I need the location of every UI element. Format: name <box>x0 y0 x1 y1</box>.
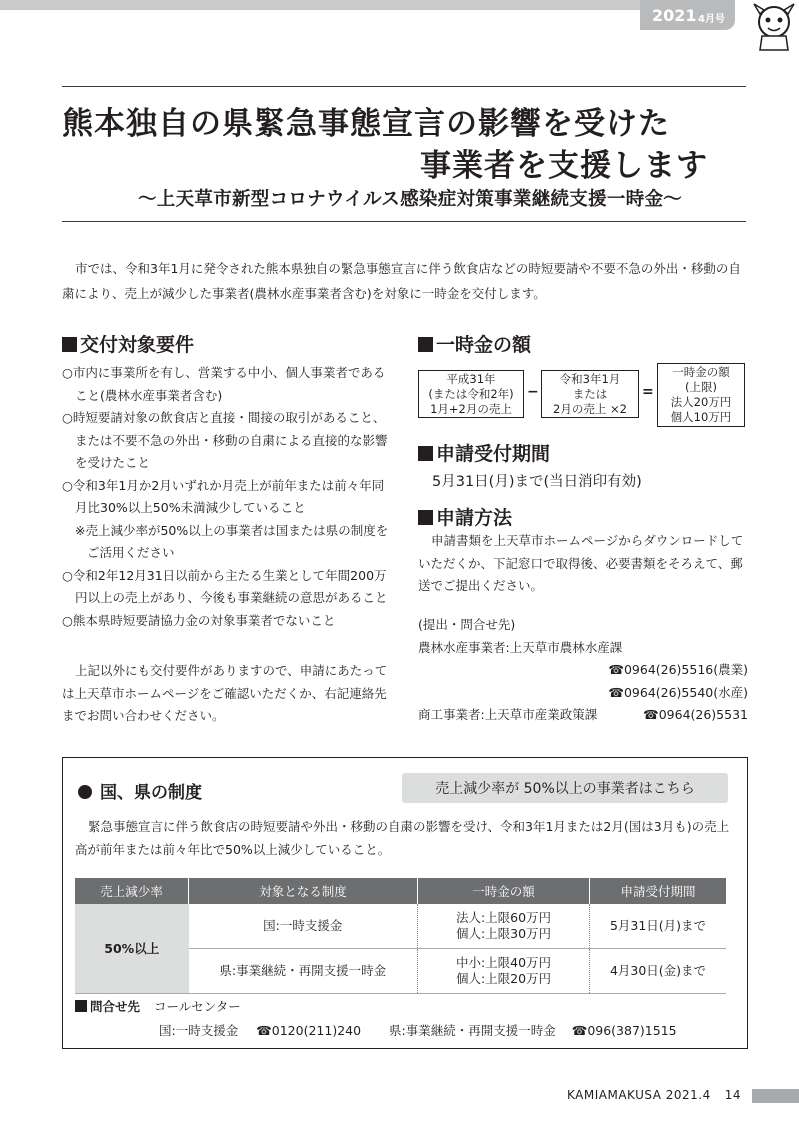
amount-cell: 中小:上限40万円 個人:上限20万円 <box>418 949 590 994</box>
system-cell: 県:事業継続・再開支援一時金 <box>189 949 418 994</box>
column-header: 申請受付期間 <box>590 878 727 904</box>
footer-bar <box>752 1089 799 1103</box>
header-bar <box>0 0 680 10</box>
page-title-line2: 事業者を支援します <box>420 148 708 184</box>
column-header: 一時金の額 <box>418 878 590 904</box>
commerce-office: 商工事業者:上天草市産業政策課 <box>418 707 598 722</box>
application-deadline: 5月31日(月)まで(当日消印有効) <box>432 474 642 490</box>
system-cell: 国:一時支援金 <box>189 904 418 949</box>
page-subtitle: 〜上天草市新型コロナウイルス感染症対策事業継続支援一時金〜 <box>138 189 683 210</box>
requirement-item: ○令和3年1月か2月いずれか月売上が前年または前々年同月比30%以上50%未満減少していること <box>62 477 385 515</box>
issue-year: 2021 <box>652 6 697 25</box>
circle-bullet-icon <box>78 785 92 799</box>
square-bullet-icon <box>418 337 433 352</box>
requirements-heading: 交付対象要件 <box>62 330 194 357</box>
title-rule-top <box>62 86 746 87</box>
square-bullet-icon <box>75 1000 87 1012</box>
requirements-closing: 上記以外にも交付要件がありますので、申請にあたっては上天草市ホームページをご確認いただくか、右記連絡先までお問い合わせください。 <box>62 663 388 723</box>
inquiry-block <box>75 995 677 1043</box>
period-heading: 申請受付期間 <box>418 439 550 466</box>
deadline-cell: 4月30日(金)まで <box>590 949 727 994</box>
formula-box-current-sales: 令和3年1月 または 2月の売上 ×2 <box>541 370 639 418</box>
table-row <box>75 904 726 949</box>
square-bullet-icon <box>62 337 77 352</box>
method-paragraph: 申請書類を上天草市ホームページからダウンロードしていただくか、下記窓口で取得後、必要書類をそろえて、郵送でご提出ください。 <box>418 533 744 593</box>
method-heading: 申請方法 <box>418 503 512 530</box>
amount-cell: 法人:上限60万円 個人:上限30万円 <box>418 904 590 949</box>
formula-box-result: 一時金の額 (上限) 法人20万円 個人10万円 <box>657 363 745 427</box>
requirement-item: ○時短要請対象の飲食店と直接・間接の取引があること、または不要不急の外出・移動の自粛による直接的な影響を受けたこと <box>62 410 388 470</box>
support-table <box>75 878 726 994</box>
national-heading: 国、県の制度 <box>78 778 202 803</box>
commerce-row <box>418 704 748 727</box>
tel-agriculture: ☎0964(26)5516(農業) <box>608 662 748 677</box>
requirement-note: ※売上減少率が50%以上の事業者は国または県の制度をご活用ください <box>75 522 389 560</box>
title-rule-bottom <box>62 221 746 222</box>
national-paragraph: 緊急事態宣言に伴う飲食店の時短要請や外出・移動の自粛の影響を受け、令和3年1月または2月(国は3月も)の売上高が前年または前々年比で50%以上減少していること。 <box>75 819 730 857</box>
column-header: 売上減少率 <box>75 878 189 904</box>
formula-box-previous-sales: 平成31年 (または令和2年) 1月+2月の売上 <box>418 370 524 418</box>
page-number: 14 <box>724 1088 741 1102</box>
requirement-item: ○市内に事業所を有し、営業する中小、個人事業者であること(農林水産事業者含む) <box>62 365 386 403</box>
inquiry-line1: 問合せ先 コールセンター <box>75 995 677 1019</box>
inquiry-line2: 国:一時支援金 ☎0120(211)240 県:事業継続・再開支援一時金 ☎096(387)1515 <box>159 1023 677 1038</box>
table-header-row <box>75 878 726 904</box>
contact-label: (提出・問合せ先) <box>418 617 516 632</box>
deadline-cell: 5月31日(月)まで <box>590 904 727 949</box>
column-header: 対象となる制度 <box>189 878 418 904</box>
issue-month: 4月号 <box>698 14 725 25</box>
square-bullet-icon <box>418 510 433 525</box>
eligibility-badge: 売上減少率が 50%以上の事業者はこちら <box>402 773 728 803</box>
intro-paragraph: 市では、令和3年1月に発令された熊本県独自の緊急事態宣言に伴う飲食店などの時短要請や不要不急の外出・移動の自粛により、売上が減少した事業者(農林水産事業者含む)を対象に一時金を交付します。 <box>62 261 741 301</box>
rate-cell: 50%以上 <box>75 904 189 994</box>
square-bullet-icon <box>418 446 433 461</box>
contact-block <box>418 614 748 727</box>
agri-office: 農林水産事業者:上天草市農林水産課 <box>418 639 623 655</box>
tel-commerce: ☎0964(26)5531 <box>643 707 748 722</box>
requirements-list <box>62 362 392 632</box>
amount-heading: 一時金の額 <box>418 330 531 357</box>
mascot-illustration <box>748 0 799 52</box>
minus-sign: − <box>527 384 539 400</box>
requirement-item: ○令和2年12月31日以前から主たる生業として年間200万円以上の売上があり、今後も事業継続の意思があること <box>62 567 388 605</box>
requirement-item: ○熊本県時短要請協力金の対象事業者でないこと <box>62 612 336 628</box>
tel-fisheries: ☎0964(26)5540(水産) <box>608 684 748 700</box>
page-title-line1: 熊本独自の県緊急事態宣言の影響を受けた <box>62 106 670 142</box>
equals-sign: = <box>642 384 654 400</box>
footer-publication: KAMIAMAKUSA 2021.4 14 <box>567 1088 741 1102</box>
